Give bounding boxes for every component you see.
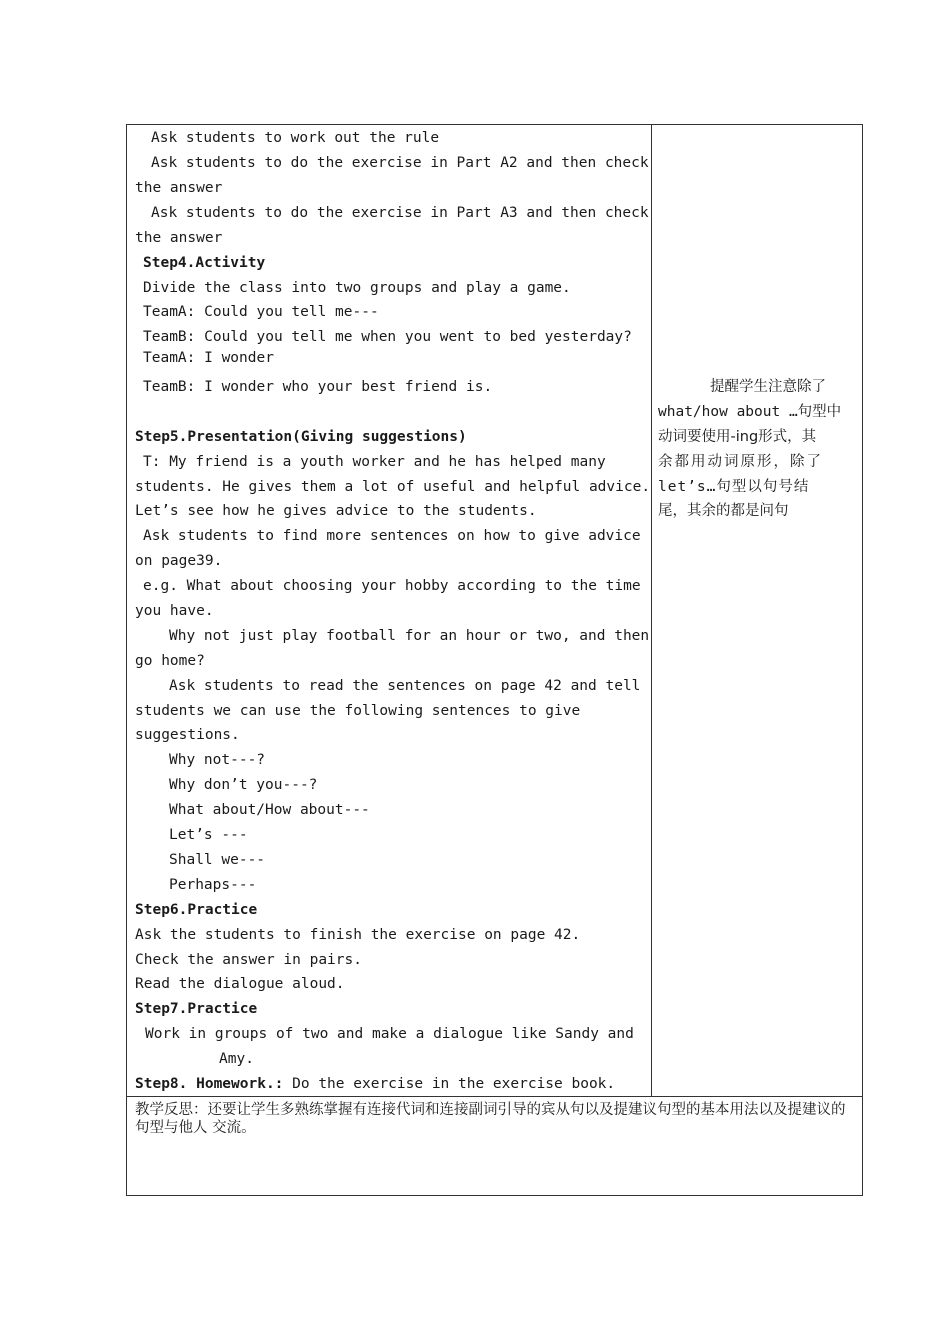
text-line: Ask students to work out the rule: [151, 130, 440, 146]
step-heading: Step7.Practice: [135, 1001, 258, 1017]
text-line: Read the dialogue aloud.: [135, 976, 345, 992]
homework-text: Do the exercise in the exercise book.: [292, 1076, 616, 1092]
text-line: Divide the class into two groups and play a game.: [143, 280, 571, 296]
text-line: T: My friend is a youth worker and he has helped many: [143, 454, 606, 470]
teaching-reflection: 教学反思：还要让学生多熟练掌握有连接代词和连接副词引导的宾从句以及提建议句型的基本用法以及提建议的句型与他人 交流。: [135, 1102, 846, 1136]
text-line: TeamB: I wonder who your best friend is.: [143, 379, 493, 395]
text-line: students we can use the following sentences to give: [135, 703, 581, 719]
text-line: Ask students to do the exercise in Part A3 and then check: [151, 205, 649, 221]
text-line: TeamB: Could you tell me when you went to bed yesterday?: [143, 329, 632, 345]
suggestion-phrase: Why don’t you---?: [169, 777, 318, 793]
text-line: Let’s see how he gives advice to the students.: [135, 503, 537, 519]
text-line: students. He gives them a lot of useful and helpful advice.: [135, 479, 651, 495]
text-line: the answer: [135, 180, 223, 196]
teaching-note-line: 动词要使用-ing形式，其: [658, 429, 817, 445]
text-line: Work in groups of two and make a dialogue like Sandy and: [145, 1026, 634, 1042]
column-divider: [651, 125, 652, 1096]
step-heading: Step8. Homework.:: [135, 1076, 284, 1092]
row-divider: [127, 1096, 862, 1097]
text-line: Ask students to find more sentences on how to give advice: [143, 528, 641, 544]
text-line: TeamA: Could you tell me---: [143, 304, 379, 320]
teaching-note-line: 提醒学生注意除了: [710, 379, 826, 395]
suggestion-phrase: What about/How about---: [169, 802, 370, 818]
text-line: go home?: [135, 653, 205, 669]
step-heading: Step5.Presentation(Giving suggestions): [135, 429, 467, 445]
text-line: Why not just play football for an hour or two, and then: [169, 628, 650, 644]
text-line: the answer: [135, 230, 223, 246]
text-line: Ask students to read the sentences on page 42 and tell: [169, 678, 641, 694]
text-line: Amy.: [219, 1051, 254, 1067]
step-heading: Step6.Practice: [135, 902, 258, 918]
step-heading: Step4.Activity: [143, 255, 266, 271]
text-line: Check the answer in pairs.: [135, 952, 362, 968]
teaching-note-line: let’s…句型以句号结: [658, 479, 810, 495]
text-line: TeamA: I wonder: [143, 350, 274, 366]
text-line: Ask the students to finish the exercise on page 42.: [135, 927, 581, 943]
teaching-note-line: what/how about …句型中: [658, 404, 842, 420]
text-line: on page39.: [135, 553, 223, 569]
text-line: suggestions.: [135, 727, 240, 743]
text-line: Ask students to do the exercise in Part A2 and then check: [151, 155, 649, 171]
text-line: e.g. What about choosing your hobby according to the time: [143, 578, 641, 594]
suggestion-phrase: Shall we---: [169, 852, 266, 868]
teaching-note-line: 尾，其余的都是问句: [658, 503, 789, 519]
suggestion-phrase: Let’s ---: [169, 827, 248, 843]
teaching-note-line: 余都用动词原形，除了: [658, 454, 823, 470]
suggestion-phrase: Why not---?: [169, 752, 266, 768]
suggestion-phrase: Perhaps---: [169, 877, 257, 893]
text-line: you have.: [135, 603, 214, 619]
homework-line: [135, 1075, 615, 1093]
